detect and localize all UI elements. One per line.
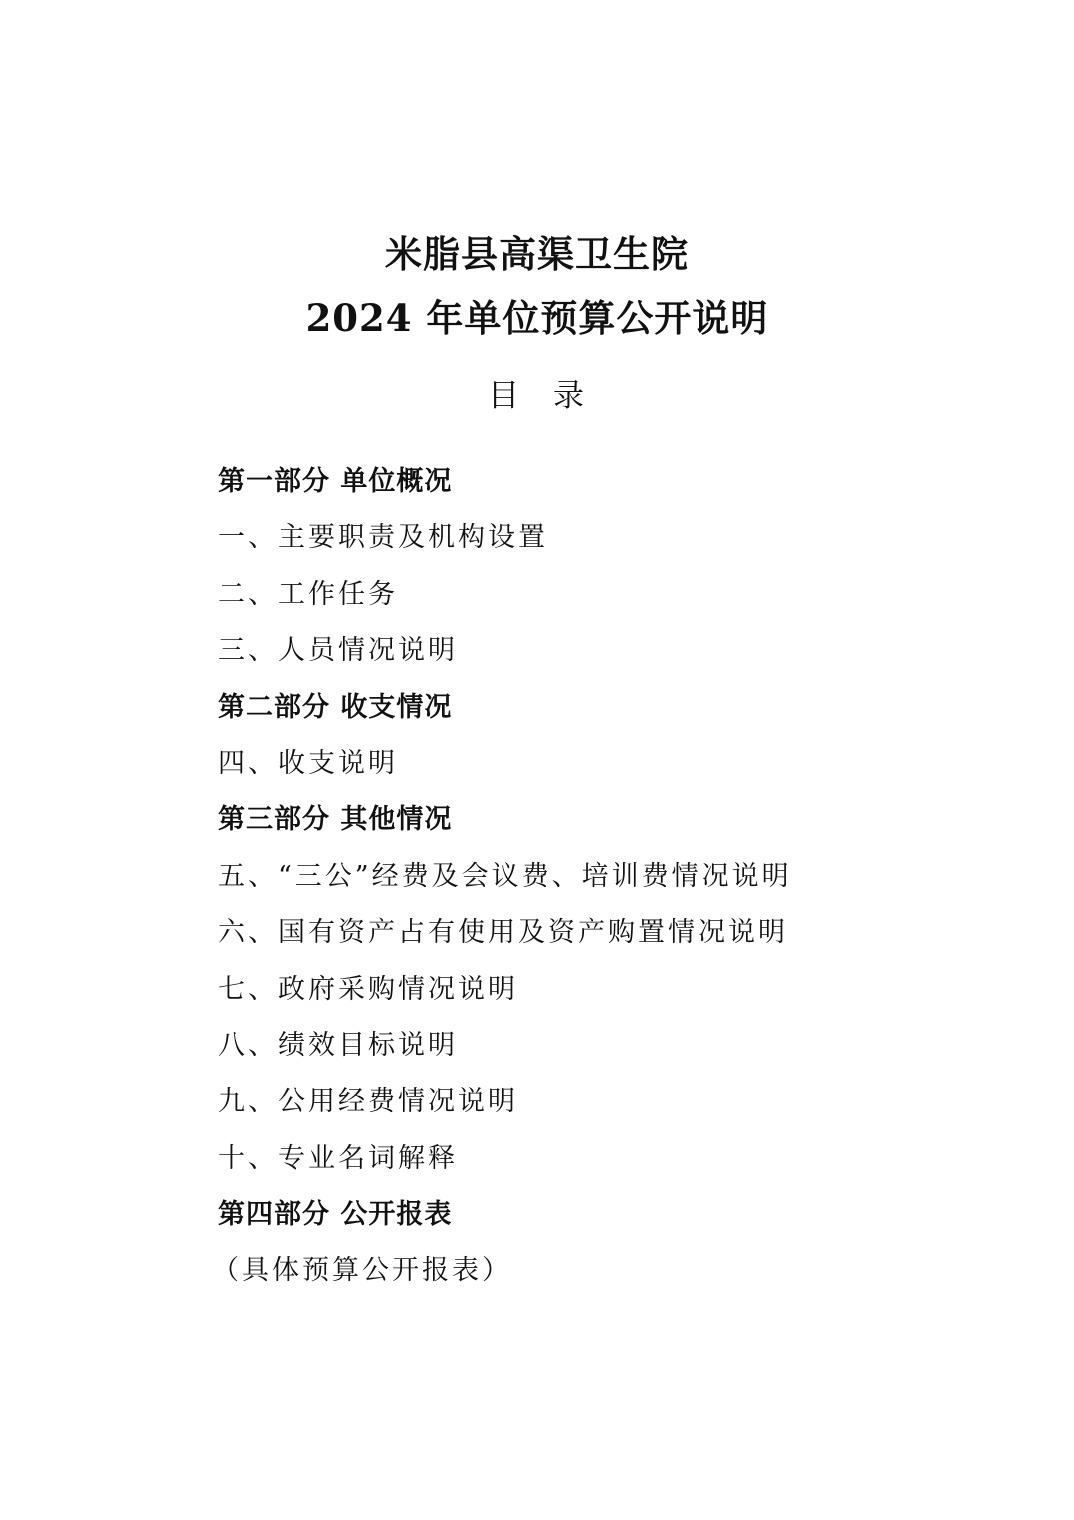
document-title-main: 2024 年单位预算公开说明: [305, 296, 769, 340]
toc-heading: [0, 376, 1074, 416]
toc-heading-char-1: 目: [488, 378, 521, 414]
toc-item-10: 十、专业名词解释: [218, 1142, 458, 1174]
toc-part-1: 第一部分 单位概况: [218, 466, 453, 497]
toc-item-9: 九、公用经费情况说明: [218, 1086, 518, 1118]
toc-item-8: 八、绩效目标说明: [218, 1029, 458, 1061]
toc-part-3: 第三部分 其他情况: [218, 804, 453, 836]
toc-heading-char-2: 录: [553, 378, 586, 414]
toc-item-5: 五、“三公”经费及会议费、培训费情况说明: [218, 860, 792, 892]
toc-item-6: 六、国有资产占有使用及资产购置情况说明: [218, 917, 788, 949]
toc-item-3: 三、人员情况说明: [218, 635, 458, 667]
toc-note: （具体预算公开报表）: [212, 1255, 512, 1287]
table-of-contents: [212, 460, 978, 1306]
toc-item-1: 一、主要职责及机构设置: [218, 522, 548, 554]
toc-item-7: 七、政府采购情况说明: [218, 973, 518, 1005]
document-title-unit: 米脂县高渠卫生院: [385, 232, 689, 276]
toc-part-2: 第二部分 收支情况: [218, 691, 453, 723]
toc-part-4: 第四部分 公开报表: [218, 1199, 453, 1231]
toc-item-2: 二、工作任务: [218, 578, 398, 610]
toc-item-4: 四、收支说明: [218, 747, 398, 779]
